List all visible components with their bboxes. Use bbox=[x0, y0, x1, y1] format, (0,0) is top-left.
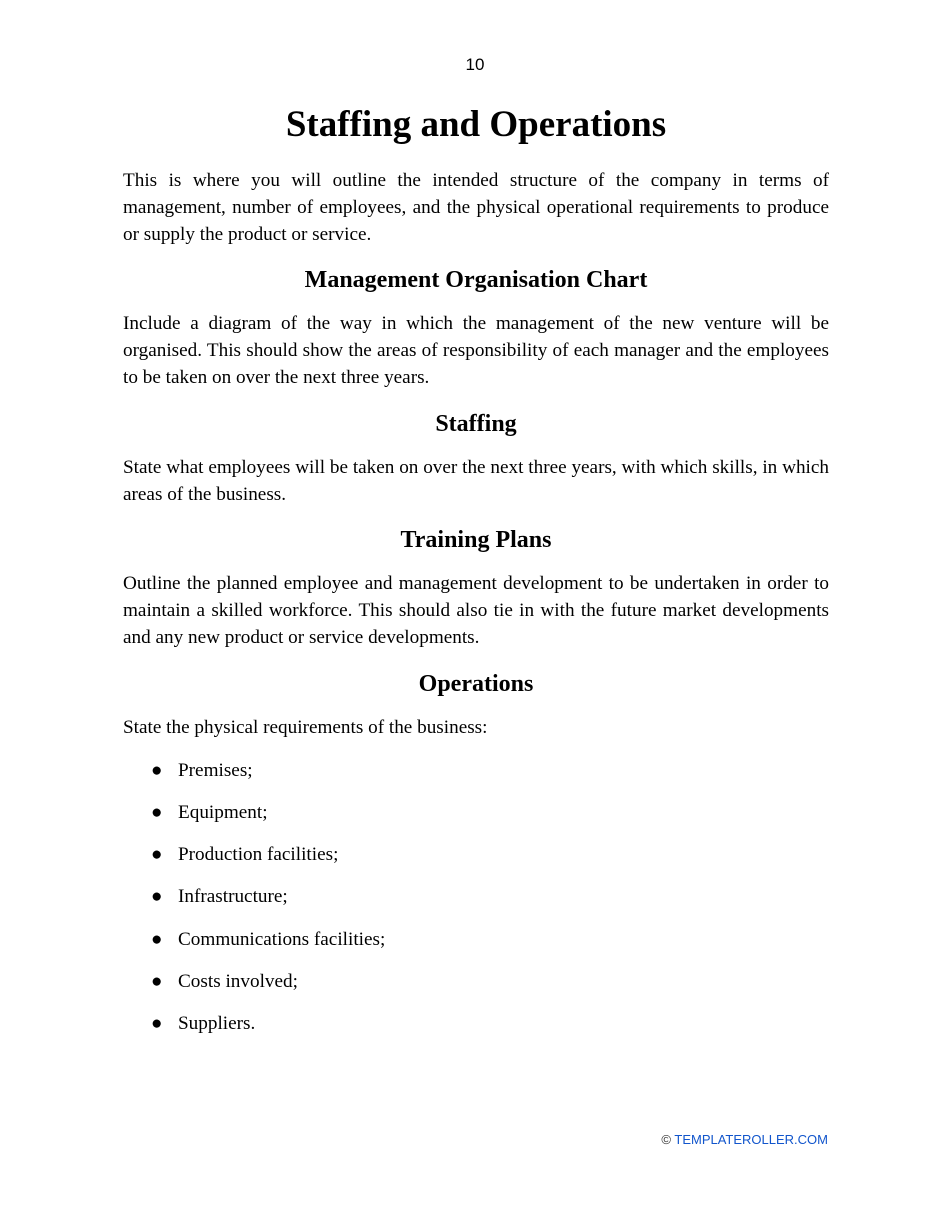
intro-paragraph: This is where you will outline the intended structure of the company in terms of management, number of employees, and the physical operational requirements to produce or supply the product or service. bbox=[123, 170, 829, 245]
list-item-text: Suppliers. bbox=[178, 1013, 256, 1035]
section-text-operations: State the physical requirements of the business: bbox=[123, 716, 488, 738]
list-item-text: Production facilities; bbox=[178, 844, 339, 866]
bullet-icon: ● bbox=[151, 971, 163, 993]
footer-credit bbox=[661, 1132, 828, 1148]
list-item-text: Premises; bbox=[178, 759, 253, 781]
copyright-icon: © bbox=[661, 1132, 671, 1147]
section-heading-staffing: Staffing bbox=[435, 410, 517, 437]
section-text-management-chart: Include a diagram of the way in which the management of the new venture will be organised. This should show the areas of responsibility of each manager and the employees to be taken on over the next three years. bbox=[123, 313, 829, 388]
bullet-icon: ● bbox=[151, 1013, 163, 1035]
list-item-text: Communications facilities; bbox=[178, 928, 386, 950]
list-item bbox=[123, 1011, 829, 1037]
list-item bbox=[123, 842, 829, 868]
list-item-text: Costs involved; bbox=[178, 971, 298, 993]
list-item bbox=[123, 969, 829, 995]
page-number: 10 bbox=[465, 55, 485, 74]
templateroller-link[interactable]: TEMPLATEROLLER.COM bbox=[674, 1132, 828, 1147]
section-heading-training-plans: Training Plans bbox=[400, 527, 552, 554]
page-title: Staffing and Operations bbox=[285, 104, 667, 145]
operations-list bbox=[123, 758, 829, 1038]
list-item bbox=[123, 758, 829, 784]
section-heading-operations: Operations bbox=[418, 670, 534, 697]
section-text-training-plans: Outline the planned employee and management development to be undertaken in order to maintain a skilled workforce. This should also tie in with the future market developments and any new product or service developments. bbox=[123, 573, 829, 648]
bullet-icon: ● bbox=[151, 759, 163, 781]
list-item bbox=[123, 884, 829, 910]
section-heading-management-chart: Management Organisation Chart bbox=[304, 267, 648, 294]
bullet-icon: ● bbox=[151, 928, 163, 950]
section-text-staffing: State what employees will be taken on over the next three years, with which skills, in which areas of the business. bbox=[123, 456, 829, 505]
list-item-text: Equipment; bbox=[178, 801, 268, 823]
list-item-text: Infrastructure; bbox=[178, 886, 288, 908]
bullet-icon: ● bbox=[151, 801, 163, 823]
bullet-icon: ● bbox=[151, 844, 163, 866]
list-item bbox=[123, 800, 829, 826]
list-item bbox=[123, 927, 829, 953]
bullet-icon: ● bbox=[151, 886, 163, 908]
document-body bbox=[123, 102, 829, 1054]
